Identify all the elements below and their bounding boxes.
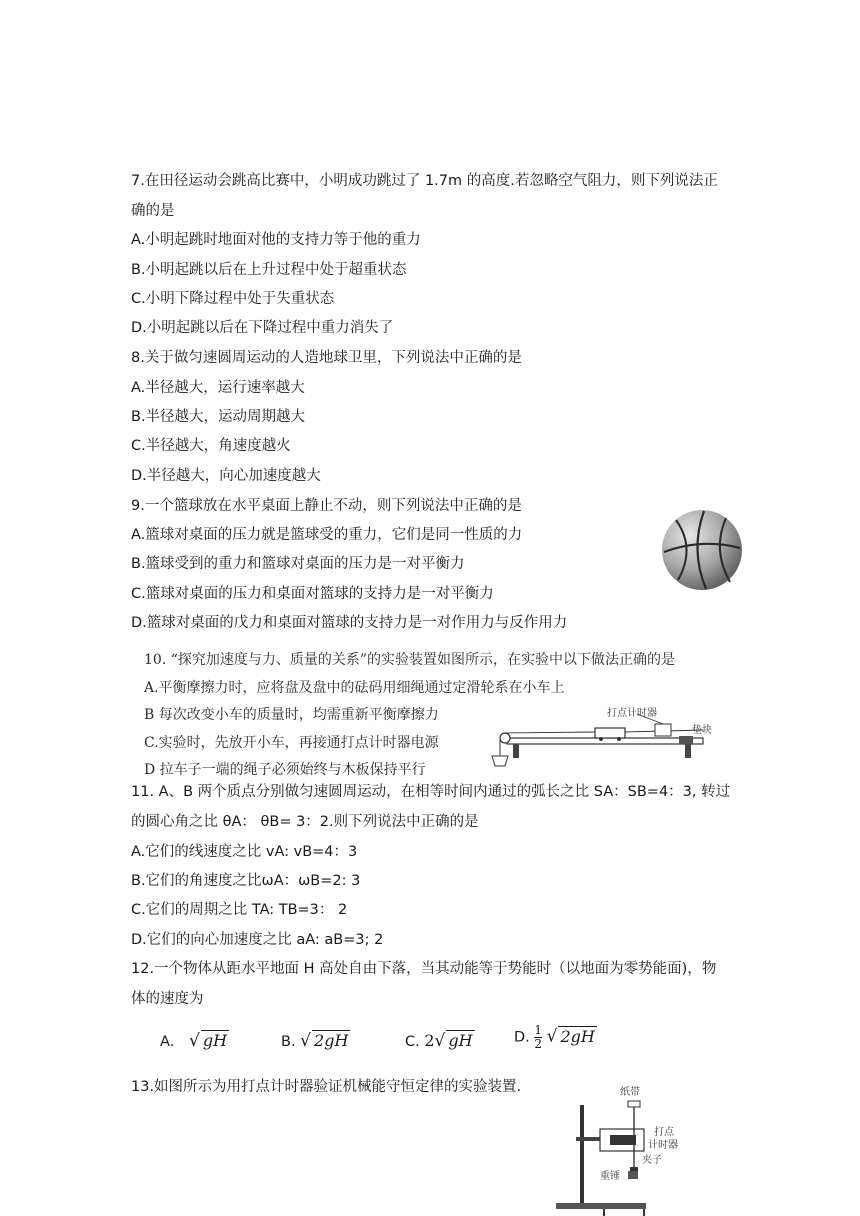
q8-option-a: A.半径越大，运行速率越大 xyxy=(131,380,305,396)
q8-option-b: B.半径越大，运动周期越大 xyxy=(131,409,306,425)
q12-option-d-numerator: 1 xyxy=(534,1023,543,1037)
q7-option-a: A.小明起跳时地面对他的支持力等于他的重力 xyxy=(131,232,421,248)
q12-option-a: A． √ gH xyxy=(160,1031,228,1051)
q12-option-a-expr: gH xyxy=(202,1031,228,1050)
q12-option-d-label: D. xyxy=(514,1029,530,1046)
q7-option-d: D.小明起跳以后在下降过程中重力消失了 xyxy=(131,320,394,336)
q9-option-b: B.篮球受到的重力和篮球对桌面的压力是一对平衡力 xyxy=(131,556,465,572)
q9-option-d: D.篮球对桌面的戊力和桌面对篮球的支持力是一对作用力与反作用力 xyxy=(131,615,568,631)
q10-option-d: D 拉车子一端的绳子必须始终与木板保持平行 xyxy=(144,762,426,778)
q11-option-d: D.它们的向心加速度之比 aA: aB=3; 2 xyxy=(131,932,384,948)
q13-apparatus-figure xyxy=(548,1075,698,1216)
q8-stem: 8.关于做匀速圆周运动的人造地球卫里，下列说法中正确的是 xyxy=(131,350,522,366)
q8-option-c: C.半径越大，角速度越火 xyxy=(131,438,291,454)
q7-option-b: B.小明起跳以后在上升过程中处于超重状态 xyxy=(131,262,407,278)
q12-option-c-expr: gH xyxy=(448,1031,473,1050)
q13-figure-label-tape: 纸带 xyxy=(620,1087,640,1098)
q10-figure-label-timer: 打点计时器 xyxy=(607,708,657,719)
q7-option-c: C.小明下降过程中处于失重状态 xyxy=(131,291,335,307)
q7-stem-line1: 7.在田径运动会跳高比赛中，小明成功跳过了 1.7m 的高度.若忽略空气阻力，则下列说法正 xyxy=(131,173,718,189)
q11-option-b: B.它们的角速度之比ωA：ωB=2: 3 xyxy=(131,873,361,889)
q10-apparatus-figure xyxy=(487,706,723,776)
q10-figure-label-block: 垫块 xyxy=(692,725,712,736)
q12-stem-line1: 12.一个物体从距水平地面 H 高处自由下落，当其动能等于势能时（以地面为零势能面)，物 xyxy=(131,961,717,977)
q12-option-d-fraction xyxy=(534,1024,542,1051)
q12-option-c: C. 2√ gH xyxy=(405,1031,473,1051)
q12-stem-line2: 体的速度为 xyxy=(131,991,204,1007)
q11-stem-line2: 的圆心角之比 θA： θB= 3：2.则下列说法中正确的是 xyxy=(131,814,479,830)
basketball-figure xyxy=(660,508,744,592)
q9-stem: 9.一个篮球放在水平桌面上静止不动，则下列说法中正确的是 xyxy=(131,498,522,514)
q10-option-b: B 每次改变小车的质量时，均需重新平衡摩擦力 xyxy=(144,707,439,723)
q13-figure-label-timer-2: 计时器 xyxy=(648,1140,678,1151)
q13-figure-label-timer-1: 打点 xyxy=(654,1127,674,1138)
q12-option-b-expr: 2gH xyxy=(314,1031,349,1050)
q11-stem-line1: 11. A、B 两个质点分别做匀速圆周运动，在相等时间内通过的弧长之比 SA：SB=4：3, 转过 xyxy=(131,784,731,800)
q12-option-c-label: C. xyxy=(405,1034,420,1050)
q12-option-b: B. √ 2gH xyxy=(281,1031,349,1051)
q11-option-a: A.它们的线速度之比 vA: vB=4：3 xyxy=(131,844,358,860)
q13-figure-label-clip: 夹子 xyxy=(642,1155,662,1166)
q10-stem: 10. “探究加速度与力、质量的关系”的实验装置如图所示，在实验中以下做法正确的是 xyxy=(144,652,676,668)
q13-figure-label-weight: 重锤 xyxy=(600,1171,620,1182)
q12-option-d-expr: 2gH xyxy=(560,1026,595,1046)
q12-option-c-coef: 2 xyxy=(424,1031,435,1050)
q12-option-b-label: B. xyxy=(281,1034,296,1050)
q10-option-c: C.实验时，先放开小车，再接通打点计时器电源 xyxy=(144,735,439,751)
q9-option-a: A.篮球对桌面的压力就是篮球受的重力，它们是同一性质的力 xyxy=(131,527,523,543)
q13-stem: 13.如图所示为用打点计时器验证机械能守恒定律的实验装置. xyxy=(131,1079,522,1095)
q10-option-a: A.平衡摩擦力时，应将盘及盘中的砝码用细绳通过定滑轮系在小车上 xyxy=(144,680,565,696)
q7-stem-line2: 确的是 xyxy=(131,203,175,219)
q8-option-d: D.半径越大，向心加速度越大 xyxy=(131,468,321,484)
q12-option-d-denominator: 2 xyxy=(534,1037,543,1051)
q11-option-c: C.它们的周期之比 TA: TB=3： 2 xyxy=(131,902,348,918)
q9-option-c: C.篮球对桌面的压力和桌面对篮球的支持力是一对平衡力 xyxy=(131,586,494,602)
q12-option-d: D. $\frac{1}{2}$ √ 2gH xyxy=(514,1023,595,1051)
q12-option-a-label: A． xyxy=(160,1034,185,1050)
